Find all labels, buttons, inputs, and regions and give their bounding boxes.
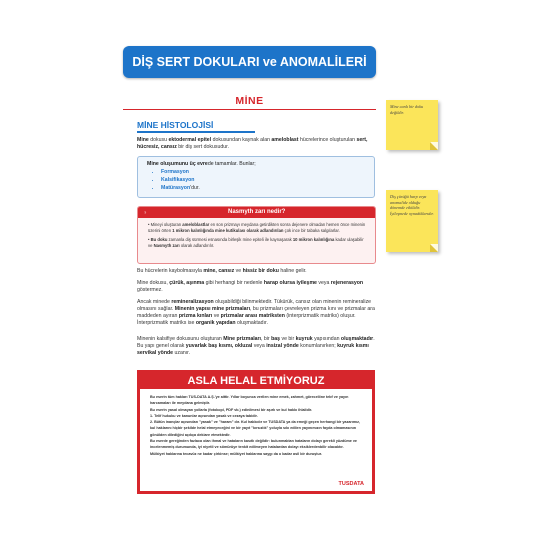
body-text: Minenin kalsifiye dokusunu oluşturan bbox=[137, 336, 224, 342]
list-item-label: Formasyon bbox=[161, 169, 189, 175]
list-item-label: Kalsifikasyon bbox=[161, 177, 195, 183]
list-item bbox=[161, 168, 200, 176]
section-title: MİNE bbox=[235, 95, 264, 107]
body-text: göstermez. bbox=[137, 287, 163, 293]
formation-lead-rest: de tamamlar. Bunlar; bbox=[207, 161, 256, 167]
section-divider bbox=[123, 109, 376, 110]
body-text: (interprizmatik matriks) oluşur. İnterprizmatik matriks ise bbox=[137, 313, 356, 326]
body-text: hissiz bir doku bbox=[242, 268, 279, 274]
formation-list bbox=[153, 168, 200, 192]
question-mark-icon: ? bbox=[144, 210, 147, 215]
body-text: Mine dokusu, bbox=[137, 280, 170, 286]
body-paragraph bbox=[137, 336, 375, 357]
intro-text: ameloblast bbox=[271, 137, 299, 143]
body-text: veya bbox=[316, 280, 331, 286]
question-paragraph: • Mineyi oluşturan ameloblastlar en son prizmayı meydana getirdikten sonra dejenere olmadan hemen önce minenin üzerini örten 1 mikron kalınlığında mine kutikulası olarak adlandırılan çok ince bir tabaka salgılarlar. bbox=[148, 222, 366, 233]
body-text: prizmalar arası matriksten bbox=[220, 313, 285, 319]
body-text: harap olursa iyileşme bbox=[263, 280, 317, 286]
body-text: yapısından bbox=[312, 336, 341, 342]
body-text: haline gelir. bbox=[278, 268, 307, 274]
question-text: Bu doku bbox=[150, 237, 168, 242]
question-text: olarak adlandırılır. bbox=[179, 243, 215, 248]
question-text: en son prizmayı meydana getirdikten sonra dejenere olmadan hemen önce minenin üzerini örten bbox=[148, 222, 366, 233]
question-text: Nasmyth zarı bbox=[153, 243, 180, 248]
body-text: oluşmaktadır. bbox=[235, 320, 268, 326]
body-text: mine, cansız bbox=[203, 268, 235, 274]
body-text: oluşabildiği bilinmektedir. Tükürük, cansız olan minenin remineralize olmasını sağlar. bbox=[137, 299, 372, 312]
body-text: çürük, aşınma bbox=[169, 280, 205, 286]
intro-text: sert, hücresiz, cansız bbox=[137, 137, 368, 150]
intro-text: dokusundan kaynak alan bbox=[211, 137, 272, 143]
body-text: oluşmaktadır bbox=[340, 336, 374, 342]
list-item-label: Matürasyon bbox=[161, 185, 191, 191]
intro-text: hücrelerince oluşturulan bbox=[298, 137, 357, 143]
intro-text: ektodermal epitel bbox=[168, 137, 212, 143]
list-item-suffix: 'dur. bbox=[190, 185, 200, 191]
publisher-signature: TUSDATA bbox=[338, 481, 364, 487]
body-text: prizma kınları bbox=[178, 313, 213, 319]
chapter-title: DİŞ SERT DOKULARI ve ANOMALİLERİ bbox=[132, 55, 367, 69]
body-text: insizal yönde bbox=[266, 343, 299, 349]
body-text: kuyruk bbox=[295, 336, 313, 342]
intro-text: dokusu bbox=[148, 137, 169, 143]
body-text: organik yapıdan bbox=[195, 320, 236, 326]
sticky-note-text: Mine canlı bir doku değildir. bbox=[390, 104, 424, 115]
chapter-header bbox=[123, 46, 376, 78]
question-text: zamanla diş sürmesi esnasında birleşik mine epiteli ile kaynaşarak bbox=[167, 237, 293, 242]
body-text: yuvarlak baş kısmı, okluzal bbox=[185, 343, 253, 349]
copyright-warning-box bbox=[137, 370, 375, 494]
intro-text: Mine bbox=[137, 137, 149, 143]
body-text: Bu hücrelerin kaybolmasıyla bbox=[137, 268, 204, 274]
intro-text: bir diş sert dokusudur. bbox=[176, 144, 229, 150]
body-text: konumlanırken; bbox=[298, 343, 338, 349]
question-text: çok ince bir tabaka salgılarlar. bbox=[283, 228, 340, 233]
body-text: Minenin yapısı mine prizmaları bbox=[174, 306, 251, 312]
formation-lead-bold: Mine oluşumunu üç evre bbox=[147, 161, 208, 167]
body-text: Mine prizmaları bbox=[223, 336, 261, 342]
question-text: kadar ulaşabilir ve bbox=[148, 237, 364, 248]
warning-paragraph: 2. Bütün inançlar açısından "yasak" ve "haram" dır. Kul hakkıdır ve TUSDATA ya da emeği geçen herhangi bir yazarımız, kul haklarını hiçbir şekilde helal etmeyeceğini ve bir yayıt "kırsızlık" yoluyla sıkı edilen yayınımızın fayda olmamasının gönülden dilediğini açıkça dekiare etmektedir. bbox=[150, 420, 361, 437]
question-text: Mineyi oluşturan bbox=[150, 222, 183, 227]
body-text: rejenerasyon bbox=[330, 280, 364, 286]
body-text: ve bbox=[234, 268, 243, 274]
body-paragraph bbox=[137, 268, 375, 275]
body-paragraph bbox=[137, 280, 375, 294]
body-text: Ancak minede bbox=[137, 299, 172, 305]
nasmyth-question-box bbox=[137, 206, 376, 264]
body-text: ve bbox=[212, 313, 221, 319]
sticky-note-text: Diş çürüğü harp veya anomalide olduğu dönemde etkilidir. İyileşmede oynadıklarıdır. bbox=[390, 194, 434, 216]
body-text: baş bbox=[271, 336, 281, 342]
sticky-note bbox=[386, 190, 438, 252]
warning-paragraph: Mülkiyet haklarına tecavüz ne kadar çirkinse; mülkiyet haklarına saygı da o kadar asil bir duruştur. bbox=[150, 451, 322, 456]
question-text: 1 mikron kalınlığında mine kutikulası olarak adlandırılan bbox=[172, 228, 284, 233]
formation-lead bbox=[147, 161, 256, 167]
body-text: remineralizasyon bbox=[171, 299, 214, 305]
warning-paragraph: Bu eserde gereğinden fazlaca olan ihmal ve hataların kasıtlı değildir: bulunmaktan hataların dolayı gerekli yüzdüme ve incelenmemiş durumunda, iyi niyetli ve sömürüye tenkit edilmeyen hatalardan dolayı eksiklerdenbilir olacaktır. bbox=[150, 439, 357, 450]
warning-paragraph: Bu eserin yasal olmayan yollarla (fotokopi, PDF vb.) edinilmesi bir aşırlı ve kul hakkı ihlalidir. bbox=[150, 407, 313, 412]
question-text: 10 mikron kalınlığına bbox=[292, 237, 335, 242]
warning-paragraph: Bu eserin tüm hakları TUS-DATA A.Ş.'ye aittir. Yıllar boyunca verilen mine emek, zahmet, göreceliine tebf ve yayın harcamaları ile meydana gelmiştir. bbox=[150, 395, 349, 406]
body-text: veya bbox=[252, 343, 267, 349]
question-text: ameloblastlar bbox=[182, 222, 210, 227]
question-paragraph: • Bu doku zamanla diş sürmesi esnasında birleşik mine epiteli ile kaynaşarak 10 mikron kalınlığına kadar ulaşabilir ve Nasmyth zarı olarak adlandırılır. bbox=[148, 237, 364, 248]
body-text: gibi herhangi bir nedenle bbox=[204, 280, 264, 286]
subsection-underline bbox=[137, 131, 255, 133]
question-title: Nasmyth zarı nedir? bbox=[228, 209, 286, 215]
question-body bbox=[148, 222, 368, 249]
page-curl bbox=[430, 244, 438, 252]
intro-paragraph bbox=[137, 137, 375, 151]
body-text: , bu prizmaları çevreleyen prizma kını ve prizmalar ara maddeden ayıran bbox=[137, 306, 375, 319]
warning-paragraph: 1. Telif hukuku ve kanunlar açısından yasak ve cezaya tabidir. bbox=[150, 413, 258, 418]
body-text: uzanır. bbox=[173, 350, 191, 356]
body-text: . Bu yapı genel olarak bbox=[137, 336, 375, 349]
subsection-title: MİNE HİSTOLOJİSİ bbox=[137, 120, 214, 130]
list-item bbox=[161, 184, 200, 192]
page-curl bbox=[430, 142, 438, 150]
warning-banner: ASLA HELAL ETMİYORUZ bbox=[140, 373, 372, 389]
body-text: , bir bbox=[261, 336, 272, 342]
warning-body bbox=[150, 394, 364, 457]
body-text: kuyruk kısmı servikal yönde bbox=[137, 343, 369, 356]
sticky-note bbox=[386, 100, 438, 150]
formation-stages-box bbox=[137, 156, 375, 198]
body-paragraph bbox=[137, 299, 375, 327]
list-item bbox=[161, 176, 200, 184]
body-text: ve bir bbox=[280, 336, 296, 342]
